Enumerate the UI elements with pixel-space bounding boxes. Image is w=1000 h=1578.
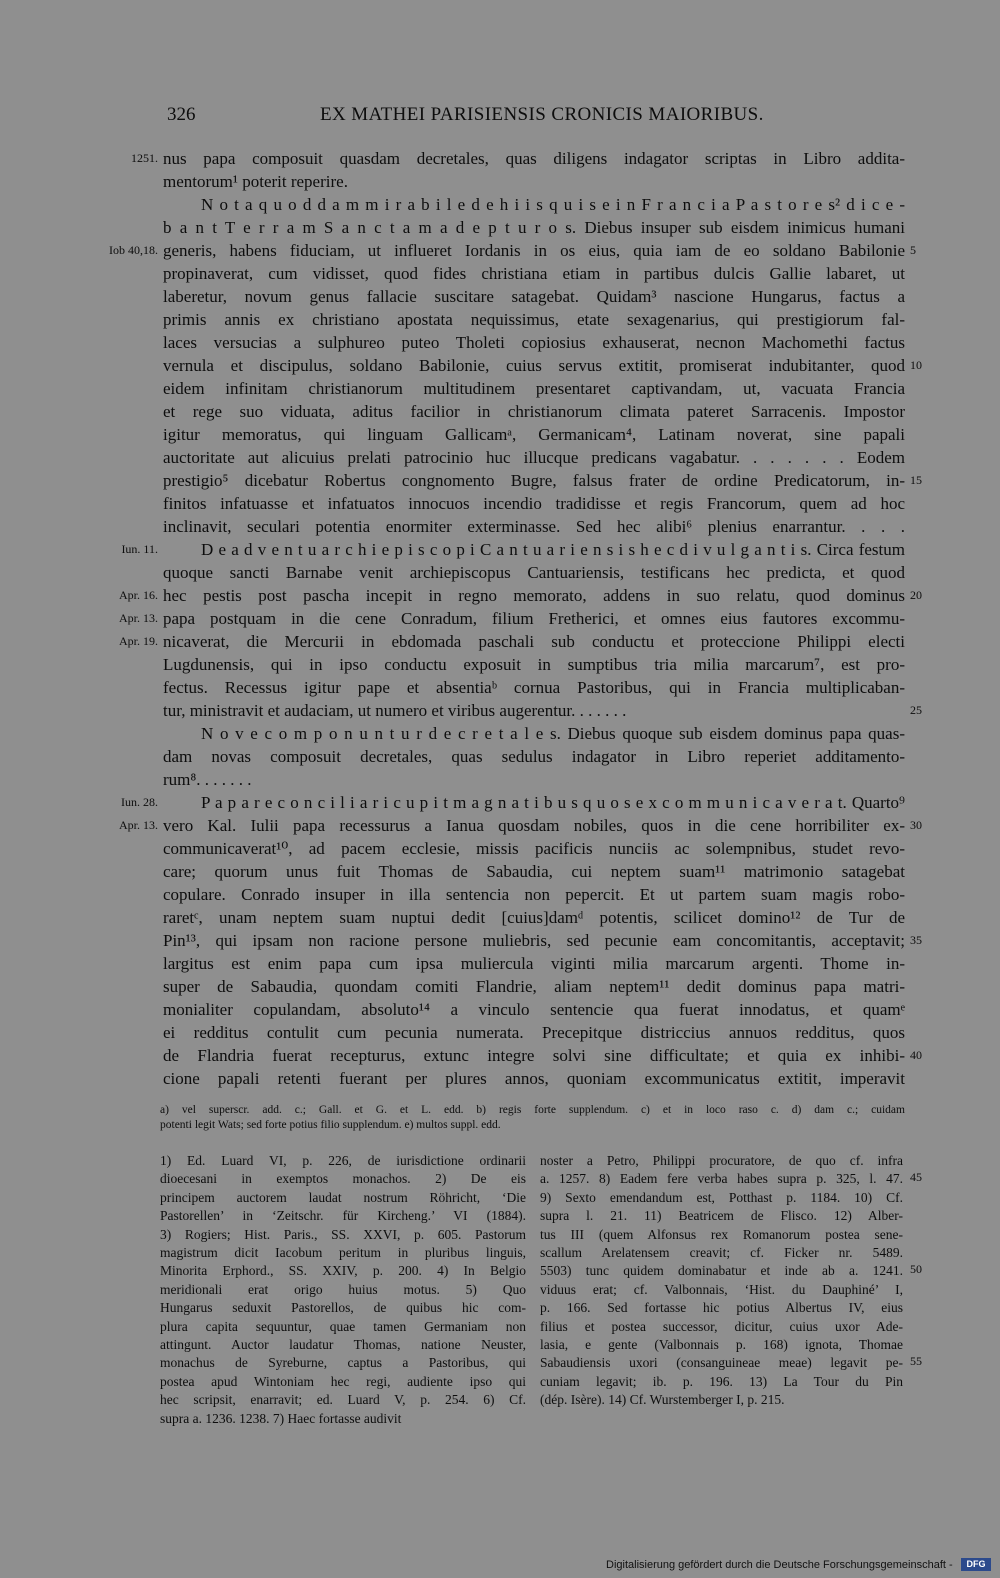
line-number: 55 — [910, 1354, 922, 1369]
text-line: super de Sabaudia, quondam comiti Flandrie, aliam neptem¹¹ dedit dominus papa matri- — [163, 977, 905, 996]
text-line: fectus. Recessus igitur pape et absentiaᵇ cornua Pastoribus, qui in Francia multiplicaban- — [163, 678, 905, 697]
text-line: eidem infinitam christianorum multitudinem presentaret captivandam, ut, vacuata Francia — [163, 379, 905, 398]
line-number: 10 — [910, 358, 922, 372]
footnote-line-right: a. 1257. 8) Eadem fere verba habes supra p. 325, l. 47. — [540, 1171, 903, 1187]
footnote-line-right: lasia, e gente (Valbonnais p. 168) ignota, Thomae — [540, 1337, 903, 1352]
text-line: tur, ministravit et audaciam, ut numero et viribus augerentur. . . . . . . — [163, 701, 627, 720]
text-line: Lugdunensis, qui in ipso conductu exposuit in sumptibus tria milia marcarum⁷, est pro- — [163, 655, 905, 674]
text-line: primis annis ex christiano apostata nequissimus, etate sexagenarius, qui prestigiorum fal- — [163, 310, 905, 329]
text-line: laberetur, novum genus fallacie suscitare satagebat. Quidam³ nascione Hungarus, factus a — [163, 287, 905, 306]
text-line: N o t a q u o d d a m m i r a b i l e d e h i i s q u i s e i n F r a n c i a P a s t o r e s² d i c e - — [201, 195, 905, 214]
footnote-line-left: principem auctorem laudat nostrum Röhricht, ‘Die — [160, 1189, 526, 1205]
text-line: dam novas composuit decretales, quas sedulus indagator in Libro reperiet additamento- — [163, 747, 905, 766]
margin-date: Apr. 16. — [119, 588, 158, 602]
text-line: generis, habens fiduciam, ut influeret Iordanis in os eius, quia iam de eo soldano Babilonie — [163, 241, 905, 260]
footnote-line-left: 3) Rogiers; Hist. Paris., SS. XXVI, p. 605. Pastorum — [160, 1226, 526, 1242]
margin-date: Iun. 28. — [121, 795, 158, 809]
text-line: care; quorum unus fuit Thomas de Sabaudia, cui neptem suam¹¹ matrimonio satagebat — [163, 862, 905, 881]
line-number: 5 — [910, 243, 916, 257]
text-line: rum⁸. . . . . . . — [163, 770, 252, 789]
text-line: hec pestis post pascha incepit in regno memorato, addens in suo relatu, quod dominus — [163, 586, 905, 605]
text-line: b a n t T e r r a m S a n c t a m a d e p t u r o s. Diebus insuper sub eisdem inimicus humani — [163, 218, 905, 237]
margin-date: Iun. 11. — [121, 542, 158, 556]
line-number: 20 — [910, 588, 922, 602]
line-number: 40 — [910, 1048, 922, 1062]
footnote-line-right: 5503) tunc quidem dominabatur et inde ab a. 1241. — [540, 1263, 903, 1279]
line-number: 15 — [910, 473, 922, 487]
text-line: ei redditus contulit cum pecunia numerata. Precepitque districcius annuos redditus, quos — [163, 1023, 905, 1042]
footnote-line-right: tus III (quem Alfonsus rex Romanorum postea sene- — [540, 1226, 903, 1242]
apparatus-line: a) vel superscr. add. c.; Gall. et G. et L. edd. b) regis forte supplendum. c) et in loco raso c. d) dam c.; cuidam — [160, 1104, 905, 1116]
footnote-line-left: Minorita Erphord., SS. XXIV, p. 200. 4) In Belgio — [160, 1263, 526, 1279]
text-line: monialiter copulandam, absoluto¹⁴ a vinculo sentencie qua fuerat innodatus, et quamᵉ — [163, 1000, 905, 1019]
text-line: N o v e c o m p o n u n t u r d e c r e t a l e s. Diebus quoque sub eisdem dominus papa quas- — [201, 724, 905, 743]
text-line: largitus est enim papa cum ipsa muliercula viginti milia marcarum argenti. Thome in- — [163, 954, 905, 973]
text-line: vero Kal. Iulii papa recessurus a Ianua quosdam nobiles, quos in die cene horribiliter ex- — [163, 816, 905, 835]
text-line: cione papali retenti fuerant per plures annos, quoniam excommunicatus extitit, imperavit — [163, 1069, 905, 1088]
margin-date: Apr. 13. — [119, 818, 158, 832]
text-line: et rege suo viduata, aditus facilior in christianorum climata pateret Sarracenis. Impostor — [163, 402, 905, 421]
footnote-line-right: (dép. Isère). 14) Cf. Wurstemberger I, p. 215. — [540, 1392, 785, 1408]
text-line: finitos infatuasse et infatuatos innocuos incendio tradidisse et regis Francorum, quem ad hoc — [163, 494, 905, 513]
footnote-line-left: dioecesani in exemptos monachos. 2) De eis — [160, 1171, 526, 1187]
text-line: raretᶜ, unam neptem suam nuptui dedit [cuius]damᵈ potentis, scilicet domino¹² de Tur de — [163, 908, 905, 927]
page-number: 326 — [167, 104, 196, 125]
footnote-line-left: hec scripsit, enarravit; ed. Luard V, p. 254. 6) Cf. — [160, 1392, 526, 1408]
text-line: vernula et discipulus, soldano Babilonie, cuius servus extitit, promiserat indubitanter, quod — [163, 356, 905, 375]
apparatus-line: potenti legit Wats; sed forte potius filio supplendum. e) multos suppl. edd. — [160, 1119, 501, 1131]
footnote-line-left: supra a. 1236. 1238. 7) Haec fortasse audivit — [160, 1410, 402, 1426]
margin-date: Iob 40,18. — [109, 243, 158, 257]
line-number: 45 — [910, 1170, 922, 1185]
line-number: 50 — [910, 1262, 922, 1277]
text-line: quoque sancti Barnabe venit archiepiscopus Cantuariensis, testificans hec predicta, et quod — [163, 563, 905, 582]
text-line: papa postquam in die cene Conradum, filium Fretherici, et omnes eius fautores excommu- — [163, 609, 905, 628]
footnote-line-left: Pastorellen’ in ‘Zeitschr. für Kircheng.’ VI (1884). — [160, 1208, 526, 1224]
footnote-line-left: plura capita sequuntur, quae tamen Germaniam non — [160, 1318, 526, 1334]
text-line: P a p a r e c o n c i l i a r i c u p i t m a g n a t i b u s q u o s e x c o m m u n i c a v e r a t. Quarto⁹ — [201, 793, 905, 812]
footnote-line-left: attingunt. Auctor laudatur Thomas, natione Neuster, — [160, 1337, 526, 1352]
text-line: de Flandria fuerat recepturus, extunc integre solvi sine difficultate; et quia ex inhibi- — [163, 1046, 905, 1065]
text-line: prestigio⁵ dicebatur Robertus congnomento Bugre, falsus frater de ordine Predicatorum, in- — [163, 471, 905, 490]
footnote-line-right: noster a Petro, Philippi procuratore, de quo cf. infra — [540, 1153, 903, 1168]
text-line: communicaverat¹⁰, ad pacem ecclesie, missis pacificis nunciis ac solempnibus, studet revo- — [163, 839, 905, 858]
footnote-line-left: postea apud Wintoniam hec regi, audiente ipso qui — [160, 1373, 526, 1389]
footnote-line-right: viduus erat; cf. Valbonnais, ‘Hist. du Dauphiné’ I, — [540, 1281, 903, 1297]
footnote-line-right: 9) Sexto emendandum est, Potthast p. 1184. 10) Cf. — [540, 1189, 903, 1205]
footnote-line-right: Sabaudiensis uxori (consanguineae meae) legavit pe- — [540, 1355, 903, 1371]
digitization-credit: Digitalisierung gefördert durch die Deutsche Forschungsgemeinschaft - — [606, 1559, 953, 1571]
footnote-line-left: magistrum dicit Iacobum peritum in pluribus linguis, — [160, 1245, 526, 1260]
running-title: EX MATHEI PARISIENSIS CRONICIS MAIORIBUS. — [320, 104, 764, 125]
text-line: igitur memoratus, qui linguam Gallicamᵃ, Germanicam⁴, Latinam noverat, sine papali — [163, 425, 905, 444]
text-line: D e a d v e n t u a r c h i e p i s c o p i C a n t u a r i e n s i s h e c d i v u l g a n t i s. Circa festum — [201, 540, 905, 559]
footnote-line-right: filius et postea successor, dicitur, cuius uxor Ade- — [540, 1318, 903, 1334]
footnote-line-left: Hungarus seduxit Pastorellos, de quibus hic com- — [160, 1300, 526, 1316]
margin-date: Apr. 19. — [119, 634, 158, 648]
text-line: nus papa composuit quasdam decretales, quas diligens indagator scriptas in Libro addita- — [163, 149, 905, 168]
footnote-line-right: p. 166. Sed fortasse hic potius Albertus IV, eius — [540, 1300, 903, 1316]
line-number: 35 — [910, 933, 922, 947]
footnote-line-right: supra l. 21. 11) Beatricem de Flisco. 12) Alber- — [540, 1208, 903, 1224]
text-line: auctoritate aut alicuius prelati patrocinio huc illucque predicans vagabatur. . . . . . . Eodem — [163, 448, 905, 467]
footnote-line-left: 1) Ed. Luard VI, p. 226, de iurisdictione ordinarii — [160, 1153, 526, 1168]
text-line: copulare. Conrado insuper in illa sentencia non pepercit. Et ut partem suam magis robo- — [163, 885, 905, 904]
footnote-line-right: scallum Arelatensem creavit; cf. Ficker nr. 5489. — [540, 1245, 903, 1260]
text-line: Pin¹³, qui ipsam non racione persone muliebris, sed pecunie eam concomitantis, acceptavit; — [163, 931, 905, 950]
margin-date: 1251. — [131, 151, 158, 165]
text-line: nicaverat, die Mercurii in ebdomada paschali sub conductu et proteccione Philippi electi — [163, 632, 905, 651]
text-line: inclinavit, seculari potentia enormiter exterminasse. Sed hec alibi⁶ plenius enarrantur. . . . — [163, 517, 905, 536]
footnote-line-left: meridionali erat origo huius motus. 5) Quo — [160, 1281, 526, 1297]
text-line: propinaverat, cum vidisset, quod fides christiana etiam in partibus dulcis Gallie labaret, ut — [163, 264, 905, 283]
text-line: mentorum¹ poterit reperire. — [163, 172, 348, 191]
margin-date: Apr. 13. — [119, 611, 158, 625]
line-number: 25 — [910, 703, 922, 717]
footnote-line-right: cuniam legavit; ib. p. 196. 13) La Tour du Pin — [540, 1373, 903, 1389]
footnote-line-left: monachus de Syreburne, captus a Pastoribus, qui — [160, 1355, 526, 1371]
page-header — [0, 104, 1000, 130]
dfg-logo: DFG — [961, 1558, 991, 1571]
line-number: 30 — [910, 818, 922, 832]
text-line: laces versucias a sulphureo puteo Tholeti copiosius exhauserat, necnon Machomethi factus — [163, 333, 905, 352]
